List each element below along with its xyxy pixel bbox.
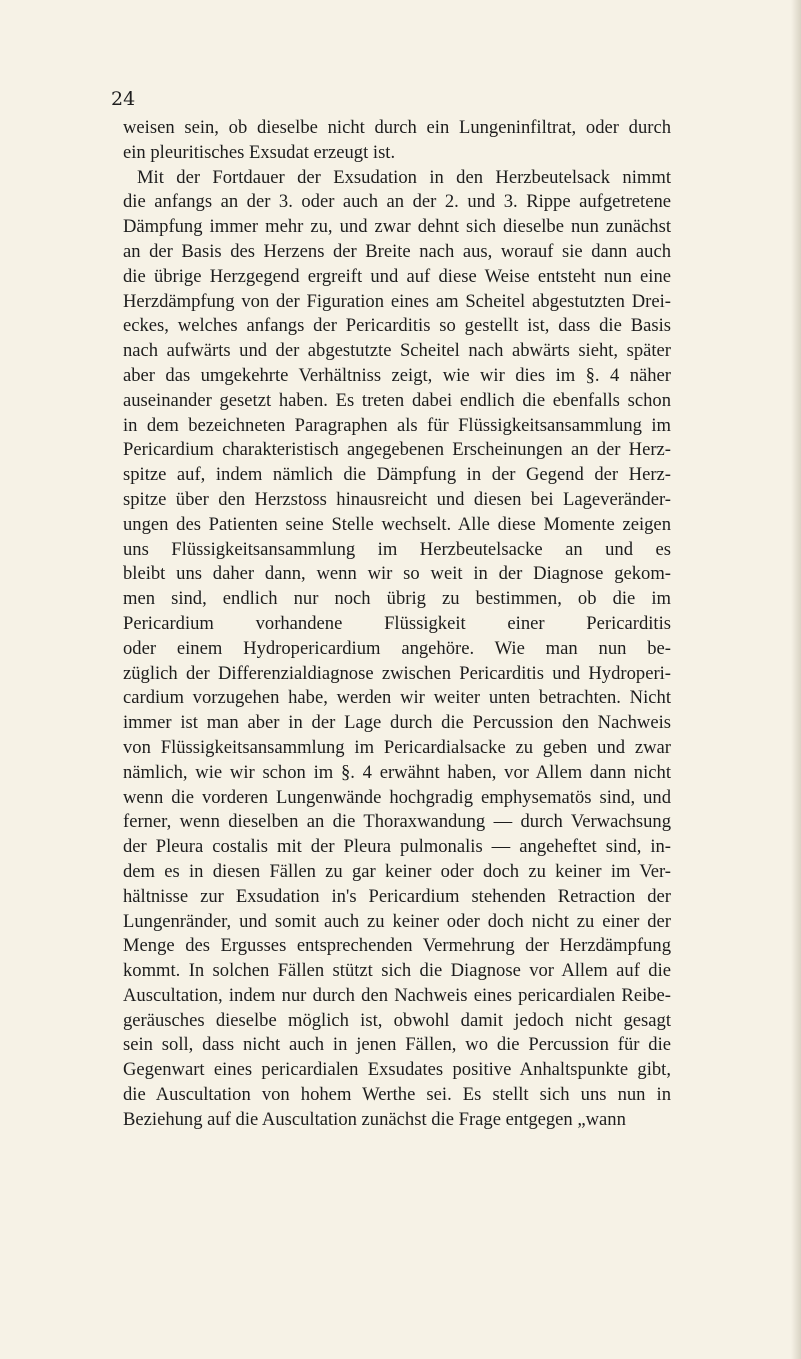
text-line: Gegenwart eines pericardialen Exsudates positive Anhaltspunkte gibt,	[123, 1059, 671, 1081]
page-edge	[791, 0, 801, 1359]
text-line: Lungenränder, und somit auch zu keiner oder doch nicht zu einer der	[123, 910, 671, 932]
text-line: der Pleura costalis mit der Pleura pulmonalis — angeheftet sind, in-	[123, 836, 671, 858]
text-line: ungen des Patienten seine Stelle wechselt. Alle diese Momente zeigen	[123, 513, 671, 535]
text-line: Beziehung auf die Auscultation zunächst die Frage entgegen „wann	[123, 1108, 626, 1130]
text-line: cardium vorzugehen habe, werden wir weiter unten betrachten. Nicht	[123, 687, 671, 709]
page-number: 24	[111, 88, 136, 110]
text-line: sein soll, dass nicht auch in jenen Fällen, wo die Percussion für die	[123, 1034, 671, 1056]
text-line: nach aufwärts und der abgestutzte Scheitel nach abwärts sieht, später	[123, 340, 671, 362]
text-line: bleibt uns daher dann, wenn wir so weit in der Diagnose gekom-	[123, 563, 671, 585]
text-line: spitze auf, indem nämlich die Dämpfung in der Gegend der Herz-	[123, 464, 671, 486]
text-line: men sind, endlich nur noch übrig zu bestimmen, ob die im	[123, 588, 671, 610]
text-line: weisen sein, ob dieselbe nicht durch ein Lungeninfiltrat, oder durch	[123, 117, 671, 138]
text-line: geräusches dieselbe möglich ist, obwohl damit jedoch nicht gesagt	[123, 1009, 671, 1031]
text-line: aber das umgekehrte Verhältniss zeigt, wie wir dies im §. 4 näher	[123, 364, 671, 386]
text-line: Dämpfung immer mehr zu, und zwar dehnt sich dieselbe nun zunächst	[123, 216, 671, 238]
text-line: an der Basis des Herzens der Breite nach aus, worauf sie dann auch	[123, 240, 671, 262]
text-line: Pericardium charakteristisch angegebenen Erscheinungen an der Herz-	[123, 439, 671, 461]
text-line: von Flüssigkeitsansammlung im Pericardialsacke zu geben und zwar	[123, 736, 671, 758]
text-line: dem es in diesen Fällen zu gar keiner oder doch zu keiner im Ver-	[123, 860, 671, 882]
text-line: hältnisse zur Exsudation in's Pericardium stehenden Retraction der	[123, 885, 671, 907]
text-line: wenn die vorderen Lungenwände hochgradig emphysematös sind, und	[123, 786, 671, 808]
text-line: oder einem Hydropericardium angehöre. Wie man nun be-	[123, 637, 671, 659]
text-line: die übrige Herzgegend ergreift und auf diese Weise entsteht nun eine	[123, 265, 671, 287]
text-line: in dem bezeichneten Paragraphen als für Flüssigkeitsansammlung im	[123, 414, 671, 436]
text-line: die Auscultation von hohem Werthe sei. Es stellt sich uns nun in	[123, 1084, 671, 1106]
text-line: uns Flüssigkeitsansammlung im Herzbeutelsacke an und es	[123, 538, 671, 560]
text-line: ferner, wenn dieselben an die Thoraxwandung — durch Verwachsung	[123, 811, 671, 833]
text-line: Auscultation, indem nur durch den Nachweis eines pericardialen Reibe-	[123, 984, 671, 1006]
text-line: Mit der Fortdauer der Exsudation in den Herzbeutelsack nimmt	[137, 166, 671, 188]
text-line: züglich der Differenzialdiagnose zwischen Pericarditis und Hydroperi-	[123, 662, 671, 684]
text-line: ein pleuritisches Exsudat erzeugt ist.	[123, 141, 396, 163]
text-line: die anfangs an der 3. oder auch an der 2. und 3. Rippe aufgetretene	[123, 191, 671, 213]
text-line: auseinander gesetzt haben. Es treten dabei endlich die ebenfalls schon	[123, 389, 671, 411]
text-line: Menge des Ergusses entsprechenden Vermehrung der Herzdämpfung	[123, 935, 671, 957]
text-line: eckes, welches anfangs der Pericarditis so gestellt ist, dass die Basis	[123, 315, 671, 337]
text-line: Pericardium vorhandene Flüssigkeit einer Pericarditis	[123, 612, 671, 634]
text-line: nämlich, wie wir schon im §. 4 erwähnt haben, vor Allem dann nicht	[123, 761, 671, 783]
body-text	[123, 116, 671, 1133]
text-line: kommt. In solchen Fällen stützt sich die Diagnose vor Allem auf die	[123, 960, 671, 982]
text-line: spitze über den Herzstoss hinausreicht und diesen bei Lageveränder-	[123, 488, 671, 510]
text-line: immer ist man aber in der Lage durch die Percussion den Nachweis	[123, 712, 671, 734]
text-line: Herzdämpfung von der Figuration eines am Scheitel abgestutzten Drei-	[123, 290, 671, 312]
